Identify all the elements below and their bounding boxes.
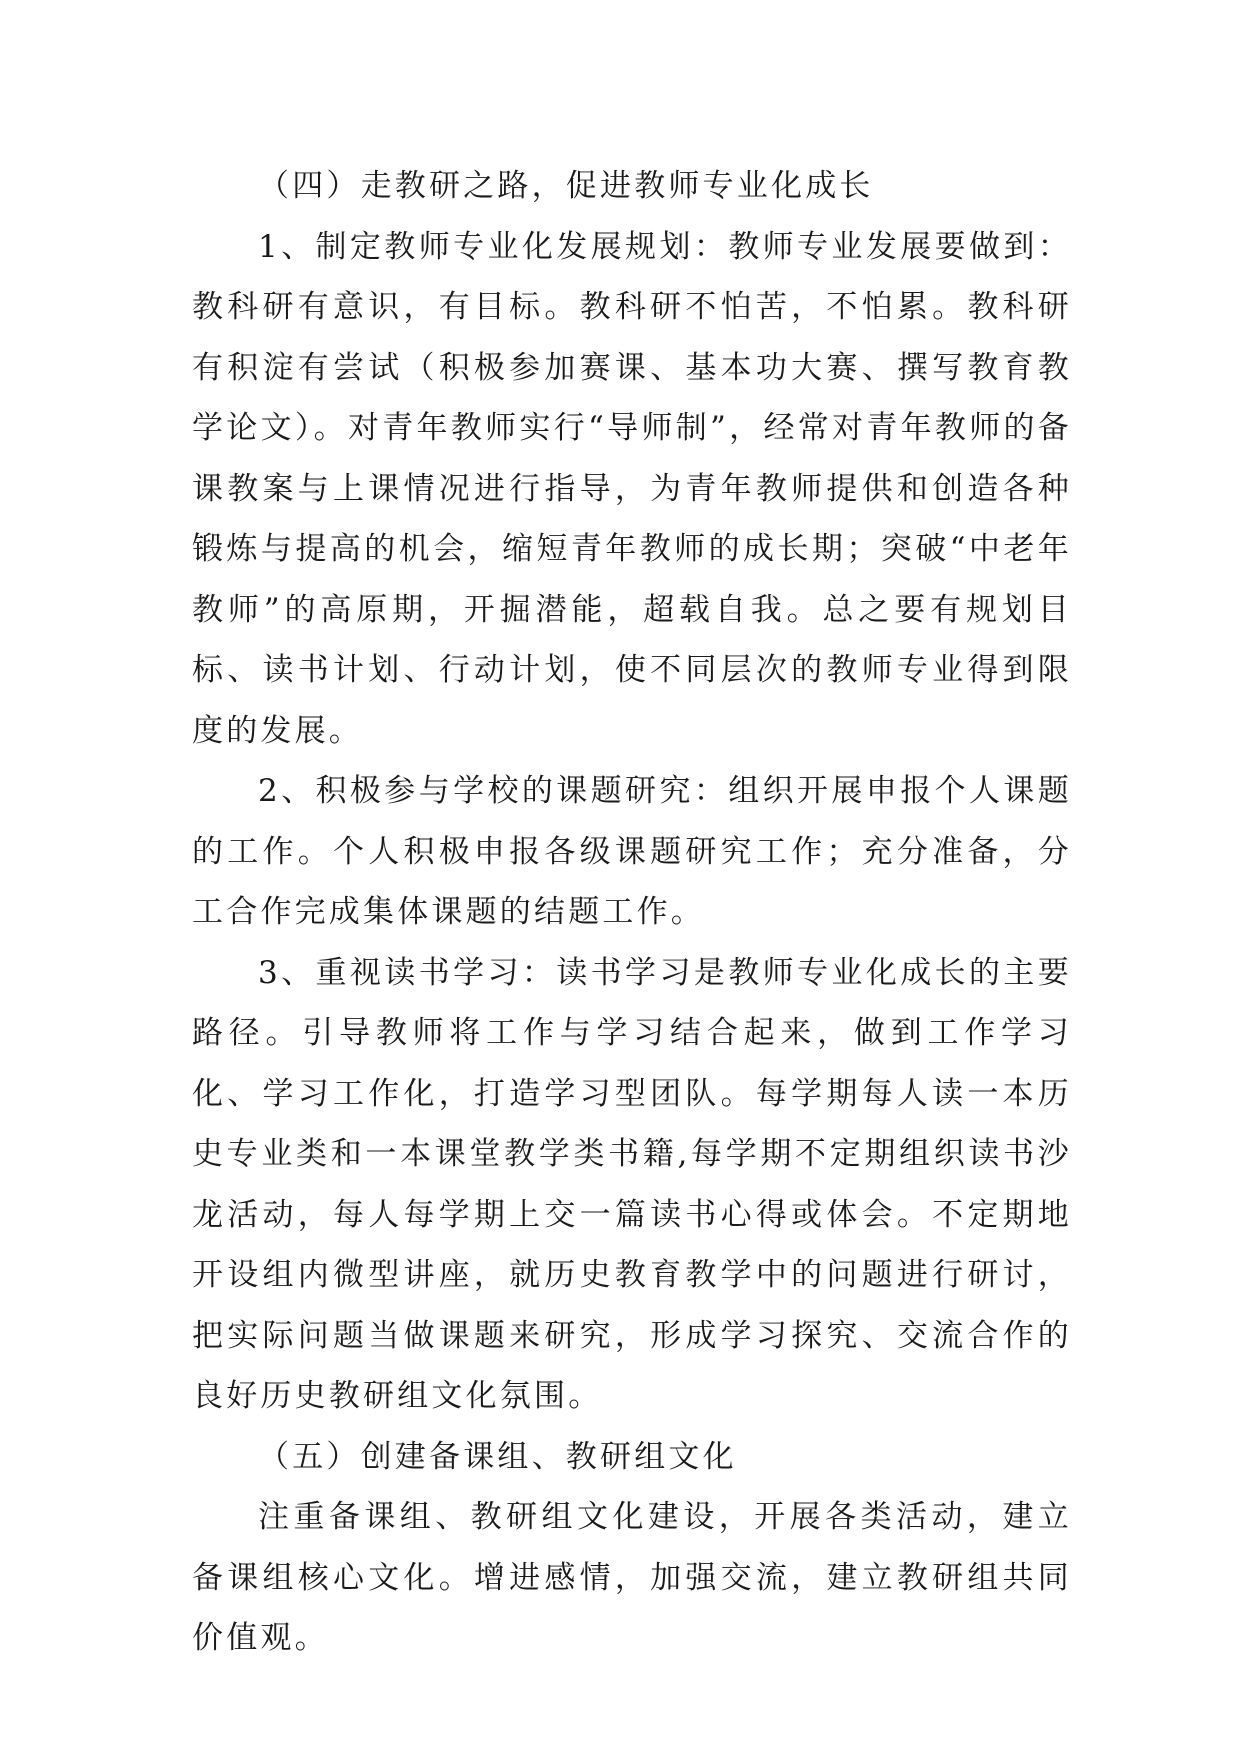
paragraph-culture: 注重备课组、教研组文化建设，开展各类活动，建立备课组核心文化。增进感情，加强交流，建立教研组共同价值观。: [192, 1499, 1072, 1656]
paragraph-plan: 1、制定教师专业化发展规划：教师专业发展要做到：教科研有意识，有目标。教科研不怕苦，不怕累。教科研有积淀有尝试（积极参加赛课、基本功大赛、撰写教育教学论文）。对青年教师实行“导师制”，经常对青年教师的备课教案与上课情况进行指导，为青年教师提供和创造各种锻炼与提高的机会，缩短青年教师的成长期；突破“中老年教师”的高原期，开掘潜能，超载自我。总之要有规划目标、读书计划、行动计划，使不同层次的教师专业得到限度的发展。: [192, 228, 1072, 749]
paragraph-reading: 3、重视读书学习：读书学习是教师专业化成长的主要路径。引导教师将工作与学习结合起来，做到工作学习化、学习工作化，打造学习型团队。每学期每人读一本历史专业类和一本课堂教学类书籍,每学期不定期组织读书沙龙活动，每人每学期上交一篇读书心得或体会。不定期地开设组内微型讲座，就历史教育教学中的问题进行研讨，把实际问题当做课题来研究，形成学习探究、交流合作的良好历史教研组文化氛围。: [192, 954, 1072, 1414]
section-heading-five: （五）创建备课组、教研组文化: [258, 1438, 737, 1475]
paragraph-research: 2、积极参与学校的课题研究：组织开展申报个人课题的工作。个人积极申报各级课题研究工作；充分准备，分工合作完成集体课题的结题工作。: [192, 773, 1072, 930]
document-body: [192, 156, 1072, 1669]
section-heading-four: （四）走教研之路，促进教师专业化成长: [258, 168, 874, 204]
